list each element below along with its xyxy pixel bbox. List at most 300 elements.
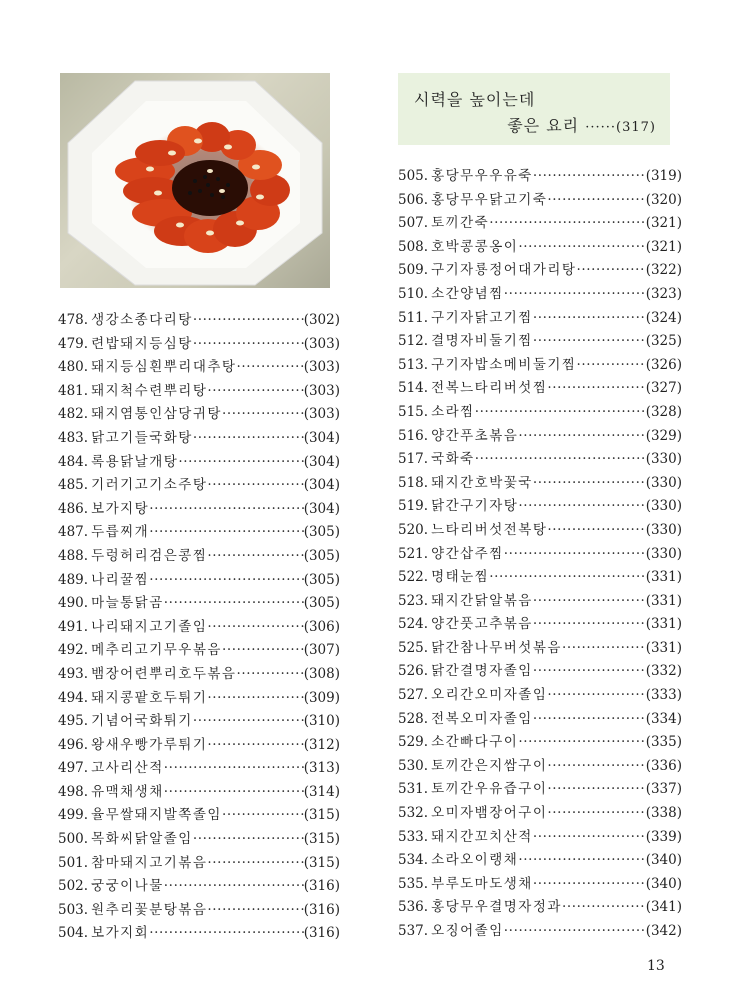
dot-leader (207, 616, 303, 640)
dot-leader (207, 852, 303, 876)
entry-title: 닭간구기자탕 (431, 498, 519, 515)
section-heading-box (398, 73, 670, 145)
dot-leader (475, 448, 646, 472)
recipe-entry (58, 451, 340, 475)
entry-number: 497. (58, 760, 89, 777)
entry-page: (312) (303, 736, 340, 753)
entry-number: 491. (58, 618, 89, 635)
entry-page: (309) (303, 689, 340, 706)
entry-page: (330) (645, 545, 682, 562)
section-title-text: 좋은 요리 (507, 116, 580, 135)
dot-leader (193, 828, 304, 852)
recipe-entry (58, 852, 340, 876)
entry-page: (303) (303, 382, 340, 399)
entry-title: 구기자밥소메비둘기찜 (431, 356, 577, 373)
entry-number: 485. (58, 477, 89, 494)
recipe-entry (58, 734, 340, 758)
entry-page: (331) (645, 569, 682, 586)
recipe-entry (398, 236, 682, 260)
dot-leader (207, 545, 303, 569)
dot-leader (576, 259, 645, 283)
section-page-ref: ······(317) (585, 120, 656, 135)
entry-number: 513. (398, 356, 429, 373)
recipe-entry (398, 920, 682, 944)
recipe-entry (398, 566, 682, 590)
entry-title: 기념어국화튀기 (91, 713, 193, 730)
dot-leader (576, 354, 645, 378)
entry-page: (330) (645, 451, 682, 468)
recipe-entry (398, 425, 682, 449)
entry-number: 507. (398, 215, 429, 232)
entry-number: 479. (58, 335, 89, 352)
entry-page: (304) (303, 453, 340, 470)
dot-leader (562, 637, 646, 661)
dot-leader (533, 330, 646, 354)
entry-page: (330) (645, 474, 682, 491)
entry-page: (338) (645, 805, 682, 822)
recipe-entry (58, 875, 340, 899)
recipe-entry (398, 637, 682, 661)
entry-title: 메추리고기무우볶음 (91, 642, 222, 659)
entry-page: (331) (645, 616, 682, 633)
entry-title: 록용닭날개탕 (91, 453, 179, 470)
dot-leader (533, 613, 646, 637)
dot-leader (178, 451, 303, 475)
dot-leader (504, 543, 646, 567)
entry-page: (341) (645, 899, 682, 916)
entry-number: 505. (398, 168, 429, 184)
dot-leader (547, 778, 645, 802)
recipe-entry (58, 380, 340, 404)
dot-leader (164, 592, 304, 616)
entry-title: 홍당무우우유죽 (431, 168, 533, 184)
dot-leader (533, 590, 646, 614)
recipe-entry (58, 498, 340, 522)
entry-number: 486. (58, 500, 89, 517)
entry-title: 결명자비둘기찜 (431, 333, 533, 350)
entry-page: (315) (303, 807, 340, 824)
recipe-entry (398, 849, 682, 873)
entry-page: (316) (303, 901, 340, 918)
entry-page: (303) (303, 335, 340, 352)
entry-title: 돼지콩팥호두튀기 (91, 689, 208, 706)
dot-leader (533, 660, 646, 684)
recipe-entry (398, 354, 682, 378)
entry-number: 501. (58, 854, 89, 871)
left-recipe-list (58, 309, 340, 946)
entry-page: (313) (303, 760, 340, 777)
entry-number: 516. (398, 427, 429, 444)
entry-title: 보가지회 (91, 925, 150, 942)
recipe-entry (398, 708, 682, 732)
dot-leader (562, 896, 646, 920)
dot-leader (193, 710, 304, 734)
food-plate-image (60, 73, 330, 288)
entry-page: (325) (645, 333, 682, 350)
dot-leader (193, 427, 304, 451)
entry-title: 두릅찌개 (91, 524, 150, 541)
entry-number: 514. (398, 380, 429, 397)
section-title-line2 (507, 113, 656, 136)
entry-number: 492. (58, 642, 89, 659)
recipe-entry (58, 592, 340, 616)
entry-number: 519. (398, 498, 429, 515)
entry-page: (333) (645, 687, 682, 704)
entry-number: 504. (58, 925, 89, 942)
dot-leader (518, 495, 645, 519)
entry-number: 536. (398, 899, 429, 916)
entry-page: (316) (303, 925, 340, 942)
dot-leader (533, 826, 646, 850)
entry-title: 양간푸초볶음 (431, 427, 519, 444)
entry-title: 닭간결명자졸임 (431, 663, 533, 680)
entry-number: 528. (398, 710, 429, 727)
entry-number: 511. (398, 309, 429, 326)
recipe-entry (398, 401, 682, 425)
entry-title: 토끼간죽 (431, 215, 490, 232)
entry-page: (302) (303, 312, 340, 328)
entry-title: 토끼간우유즙구이 (431, 781, 548, 798)
entry-number: 534. (398, 852, 429, 869)
entry-number: 489. (58, 571, 89, 588)
entry-title: 돼지간꼬치산적 (431, 828, 533, 845)
entry-page: (329) (645, 427, 682, 444)
entry-title: 닭고기들국화탕 (91, 429, 193, 446)
entry-page: (305) (303, 547, 340, 564)
dot-leader (533, 165, 646, 189)
entry-title: 전복오미자졸임 (431, 710, 533, 727)
recipe-entry (398, 283, 682, 307)
entry-title: 기러기고기소주탕 (91, 477, 208, 494)
entry-title: 소라찜 (431, 403, 475, 420)
entry-number: 499. (58, 807, 89, 824)
entry-number: 520. (398, 521, 429, 538)
entry-number: 535. (398, 875, 429, 892)
recipe-entry (58, 804, 340, 828)
entry-number: 525. (398, 639, 429, 656)
entry-number: 518. (398, 474, 429, 491)
recipe-entry (398, 755, 682, 779)
entry-title: 고사리산적 (91, 760, 164, 777)
dot-leader (222, 639, 304, 663)
entry-page: (314) (303, 783, 340, 800)
entry-page: (340) (645, 852, 682, 869)
entry-page: (332) (645, 663, 682, 680)
entry-number: 537. (398, 923, 429, 939)
entry-number: 526. (398, 663, 429, 680)
recipe-entry (398, 590, 682, 614)
entry-title: 명태눈찜 (431, 569, 490, 586)
entry-title: 돼지염통인삼당귀탕 (91, 406, 222, 423)
entry-page: (305) (303, 524, 340, 541)
entry-title: 부루도마도생채 (431, 875, 533, 892)
recipe-entry (398, 896, 682, 920)
entry-number: 522. (398, 569, 429, 586)
recipe-entry (398, 684, 682, 708)
recipe-entry (58, 545, 340, 569)
dot-leader (489, 566, 645, 590)
entry-title: 소간빠다구이 (431, 734, 519, 751)
recipe-entry (398, 802, 682, 826)
entry-number: 496. (58, 736, 89, 753)
recipe-entry (58, 710, 340, 734)
dot-leader (164, 875, 304, 899)
right-recipe-list (398, 165, 682, 944)
entry-title: 뱀장어련뿌리호두볶음 (91, 665, 237, 682)
entry-page: (304) (303, 429, 340, 446)
recipe-entry (58, 474, 340, 498)
page-number: 13 (647, 958, 665, 974)
dot-leader (533, 708, 646, 732)
dot-leader (504, 283, 646, 307)
entry-title: 홍당무우닭고기죽 (431, 191, 548, 208)
recipe-entry (58, 356, 340, 380)
entry-number: 495. (58, 713, 89, 730)
entry-title: 궁궁이나물 (91, 878, 164, 895)
dot-leader (222, 804, 304, 828)
entry-title: 오미자뱀장어구이 (431, 805, 548, 822)
entry-number: 508. (398, 238, 429, 255)
entry-number: 500. (58, 831, 89, 848)
recipe-entry (58, 687, 340, 711)
recipe-entry (398, 472, 682, 496)
entry-title: 원추리꽃분탕볶음 (91, 901, 208, 918)
entry-title: 돼지척수련뿌리탕 (91, 382, 208, 399)
recipe-entry (58, 616, 340, 640)
recipe-entry (398, 873, 682, 897)
entry-title: 율무쌀돼지발쪽졸임 (91, 807, 222, 824)
entry-title: 참마돼지고기볶음 (91, 854, 208, 871)
entry-number: 533. (398, 828, 429, 845)
entry-title: 유맥채생채 (91, 783, 164, 800)
entry-number: 478. (58, 312, 89, 328)
entry-page: (331) (645, 592, 682, 609)
recipe-entry (398, 543, 682, 567)
entry-title: 소간양념찜 (431, 285, 504, 302)
dot-leader (547, 755, 645, 779)
entry-title: 소라오이랭채 (431, 852, 519, 869)
entry-page: (339) (645, 828, 682, 845)
dot-leader (547, 189, 645, 213)
entry-page: (315) (303, 831, 340, 848)
entry-page: (324) (645, 309, 682, 326)
dot-leader (207, 474, 303, 498)
dot-leader (533, 873, 646, 897)
entry-title: 오리간오미자졸임 (431, 687, 548, 704)
dot-leader (149, 498, 303, 522)
entry-page: (321) (645, 215, 682, 232)
entry-number: 482. (58, 406, 89, 423)
dot-leader (236, 663, 303, 687)
entry-number: 530. (398, 757, 429, 774)
entry-number: 510. (398, 285, 429, 302)
recipe-entry (398, 826, 682, 850)
section-title-line1: 시력을 높이는데 (414, 90, 536, 109)
entry-title: 홍당무우결명자정과 (431, 899, 562, 916)
entry-title: 보가지탕 (91, 500, 150, 517)
entry-number: 494. (58, 689, 89, 706)
entry-title: 돼지등심흰뿌리대추탕 (91, 359, 237, 376)
entry-number: 515. (398, 403, 429, 420)
entry-title: 오징어졸임 (431, 923, 504, 939)
dot-leader (207, 734, 303, 758)
recipe-entry (58, 899, 340, 923)
entry-title: 닭간참나무버섯볶음 (431, 639, 562, 656)
entry-title: 나리꿀찜 (91, 571, 150, 588)
entry-number: 503. (58, 901, 89, 918)
entry-page: (315) (303, 854, 340, 871)
entry-title: 호박콩콩옹이 (431, 238, 519, 255)
recipe-entry (398, 519, 682, 543)
dot-leader (149, 922, 303, 946)
recipe-entry (58, 309, 340, 333)
entry-title: 마늘통닭곰 (91, 595, 164, 612)
entry-page: (316) (303, 878, 340, 895)
entry-page: (328) (645, 403, 682, 420)
dot-leader (149, 521, 303, 545)
entry-number: 483. (58, 429, 89, 446)
entry-page: (308) (303, 665, 340, 682)
recipe-entry (398, 495, 682, 519)
entry-page: (323) (645, 285, 682, 302)
recipe-entry (58, 639, 340, 663)
dot-leader (547, 377, 645, 401)
entry-title: 나리돼지고기졸임 (91, 618, 208, 635)
recipe-entry (58, 757, 340, 781)
dot-leader (149, 569, 303, 593)
dot-leader (207, 380, 303, 404)
dot-leader (489, 212, 645, 236)
entry-title: 생강소종다리탕 (91, 312, 193, 328)
entry-number: 487. (58, 524, 89, 541)
recipe-entry (398, 330, 682, 354)
dot-leader (164, 757, 304, 781)
recipe-entry (58, 521, 340, 545)
entry-page: (342) (645, 923, 682, 939)
recipe-entry (398, 165, 682, 189)
recipe-entry (58, 569, 340, 593)
entry-page: (305) (303, 595, 340, 612)
entry-page: (306) (303, 618, 340, 635)
entry-title: 목화씨닭알졸임 (91, 831, 193, 848)
recipe-entry (58, 922, 340, 946)
entry-title: 련밥돼지등심탕 (91, 335, 193, 352)
dot-leader (547, 684, 645, 708)
entry-number: 527. (398, 687, 429, 704)
recipe-entry (58, 828, 340, 852)
entry-title: 느타리버섯전복탕 (431, 521, 548, 538)
food-plate-icon (60, 73, 330, 288)
entry-page: (337) (645, 781, 682, 798)
recipe-entry (58, 333, 340, 357)
entry-number: 512. (398, 333, 429, 350)
entry-page: (331) (645, 639, 682, 656)
dot-leader (193, 309, 304, 333)
entry-title: 돼지간호박꽃국 (431, 474, 533, 491)
entry-page: (322) (645, 262, 682, 279)
entry-number: 521. (398, 545, 429, 562)
entry-number: 509. (398, 262, 429, 279)
entry-title: 돼지간닭알볶음 (431, 592, 533, 609)
entry-number: 502. (58, 878, 89, 895)
dot-leader (533, 472, 646, 496)
entry-page: (330) (645, 521, 682, 538)
entry-page: (307) (303, 642, 340, 659)
dot-leader (475, 401, 646, 425)
recipe-entry (398, 613, 682, 637)
recipe-entry (58, 781, 340, 805)
entry-number: 524. (398, 616, 429, 633)
dot-leader (518, 236, 645, 260)
dot-leader (222, 403, 304, 427)
entry-page: (304) (303, 477, 340, 494)
entry-title: 구기자룡정어대가리탕 (431, 262, 577, 279)
dot-leader (207, 687, 303, 711)
entry-page: (320) (645, 191, 682, 208)
recipe-entry (398, 259, 682, 283)
entry-number: 506. (398, 191, 429, 208)
dot-leader (518, 425, 645, 449)
entry-title: 왕새우빵가루튀기 (91, 736, 208, 753)
dot-leader (193, 333, 304, 357)
dot-leader (518, 731, 645, 755)
dot-leader (504, 920, 646, 944)
entry-page: (327) (645, 380, 682, 397)
entry-number: 517. (398, 451, 429, 468)
entry-number: 523. (398, 592, 429, 609)
dot-leader (547, 519, 645, 543)
recipe-entry (398, 212, 682, 236)
entry-page: (321) (645, 238, 682, 255)
recipe-entry (398, 778, 682, 802)
recipe-entry (398, 189, 682, 213)
entry-number: 490. (58, 595, 89, 612)
dot-leader (236, 356, 303, 380)
entry-number: 488. (58, 547, 89, 564)
entry-page: (310) (303, 713, 340, 730)
recipe-entry (58, 427, 340, 451)
dot-leader (547, 802, 645, 826)
entry-page: (334) (645, 710, 682, 727)
entry-page: (340) (645, 875, 682, 892)
entry-page: (303) (303, 406, 340, 423)
recipe-entry (58, 663, 340, 687)
dot-leader (518, 849, 645, 873)
entry-number: 481. (58, 382, 89, 399)
entry-title: 국화죽 (431, 451, 475, 468)
entry-page: (303) (303, 359, 340, 376)
entry-page: (335) (645, 734, 682, 751)
recipe-entry (398, 660, 682, 684)
entry-title: 구기자닭고기찜 (431, 309, 533, 326)
entry-number: 480. (58, 359, 89, 376)
entry-page: (305) (303, 571, 340, 588)
recipe-entry (398, 448, 682, 472)
entry-number: 532. (398, 805, 429, 822)
recipe-entry (398, 307, 682, 331)
entry-page: (330) (645, 498, 682, 515)
entry-title: 토끼간은지쌈구이 (431, 757, 548, 774)
dot-leader (533, 307, 646, 331)
entry-number: 531. (398, 781, 429, 798)
entry-title: 양간삽주찜 (431, 545, 504, 562)
entry-page: (326) (645, 356, 682, 373)
entry-title: 전복느타리버섯찜 (431, 380, 548, 397)
recipe-entry (398, 731, 682, 755)
entry-title: 두렁허리검은콩찜 (91, 547, 208, 564)
dot-leader (207, 899, 303, 923)
entry-title: 양간풋고추볶음 (431, 616, 533, 633)
